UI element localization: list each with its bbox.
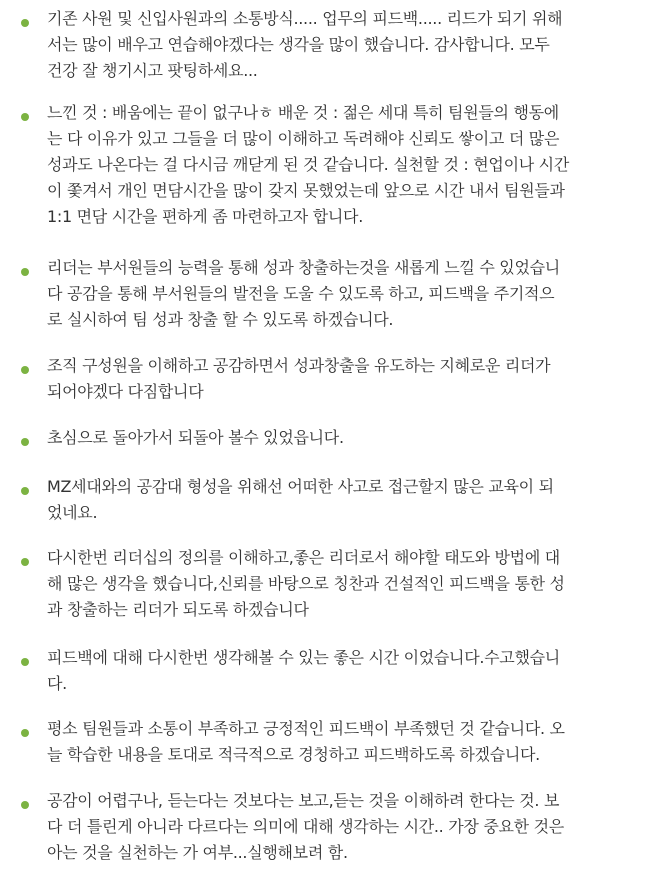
bullet-dot-icon	[21, 487, 29, 495]
bullet-dot-icon	[21, 438, 29, 446]
comment-text: 평소 팀원들과 소통이 부족하고 긍정적인 피드백이 부족했던 것 같습니다. 오 늘 학습한 내용을 토대로 적극적으로 경청하고 피드백하도록 하겠습니다.	[47, 719, 565, 764]
comment-text: 피드백에 대해 다시한번 생각해볼 수 있는 좋은 시간 이었습니다.수고했습니 다.	[47, 648, 560, 693]
bullet-dot-icon	[21, 729, 29, 737]
comment-text: 조직 구성원을 이해하고 공감하면서 성과창출을 유도하는 지혜로운 리더가 되어야겠다 다짐합니다	[47, 356, 551, 401]
comment-text: MZ세대와의 공감대 형성을 위해선 어떠한 사고로 접근할지 많은 교육이 되 었네요.	[47, 477, 554, 522]
bullet-dot-icon	[21, 801, 29, 809]
comment-text: 느낀 것 : 배움에는 끝이 없구나ㅎ 배운 것 : 젊은 세대 특히 팀원들의 행동에 는 다 이유가 있고 그들을 더 많이 이해하고 독려해야 신뢰도 쌓이고 더 많은 성과도 나온다는 걸 다시금 깨닫게 된 것 같습니다. 실천할 것 : 현업이나 시간 이 쫓겨서 개인 면담시간을 많이 갖지 못했었는데 앞으로 시간 내서 팀원들과 1:1 면담 시간을 편하게 좀 마련하고자 합니다.	[47, 103, 569, 226]
bullet-dot-icon	[21, 366, 29, 374]
bullet-dot-icon	[21, 268, 29, 276]
bullet-dot-icon	[21, 558, 29, 566]
comment-text: 기존 사원 및 신입사원과의 소통방식..... 업무의 피드백..... 리드가 되기 위해 서는 많이 배우고 연습해야겠다는 생각을 많이 했습니다. 감사합니다. 모두 건강 잘 챙기시고 팟팅하세요...	[47, 9, 563, 80]
bullet-dot-icon	[21, 658, 29, 666]
comment-text: 리더는 부서원들의 능력을 통해 성과 창출하는것을 새롭게 느낄 수 있었습니 다 공감을 통해 부서원들의 발전을 도울 수 있도록 하고, 피드백을 주기적으 로 실시하여 팀 성과 창출 할 수 있도록 하겠습니다.	[47, 258, 560, 329]
comment-text: 초심으로 돌아가서 되돌아 볼수 있었읍니다.	[47, 428, 344, 447]
comment-text: 공감이 어렵구나, 듣는다는 것보다는 보고,듣는 것을 이해하려 한다는 것. 보 다 더 틀린게 아니라 다르다는 의미에 대해 생각하는 시간.. 가장 중요한 것은 아는 것을 실천하는 가 여부...실행해보려 함.	[47, 791, 564, 862]
comment-text: 다시한번 리더십의 정의를 이해하고,좋은 리더로서 해야할 태도와 방법에 대 해 많은 생각을 했습니다,신뢰를 바탕으로 칭찬과 건설적인 피드백을 통한 성 과 창출하는 리더가 되도록 하겠습니다	[47, 548, 565, 619]
bullet-dot-icon	[21, 113, 29, 121]
bullet-dot-icon	[21, 19, 29, 27]
